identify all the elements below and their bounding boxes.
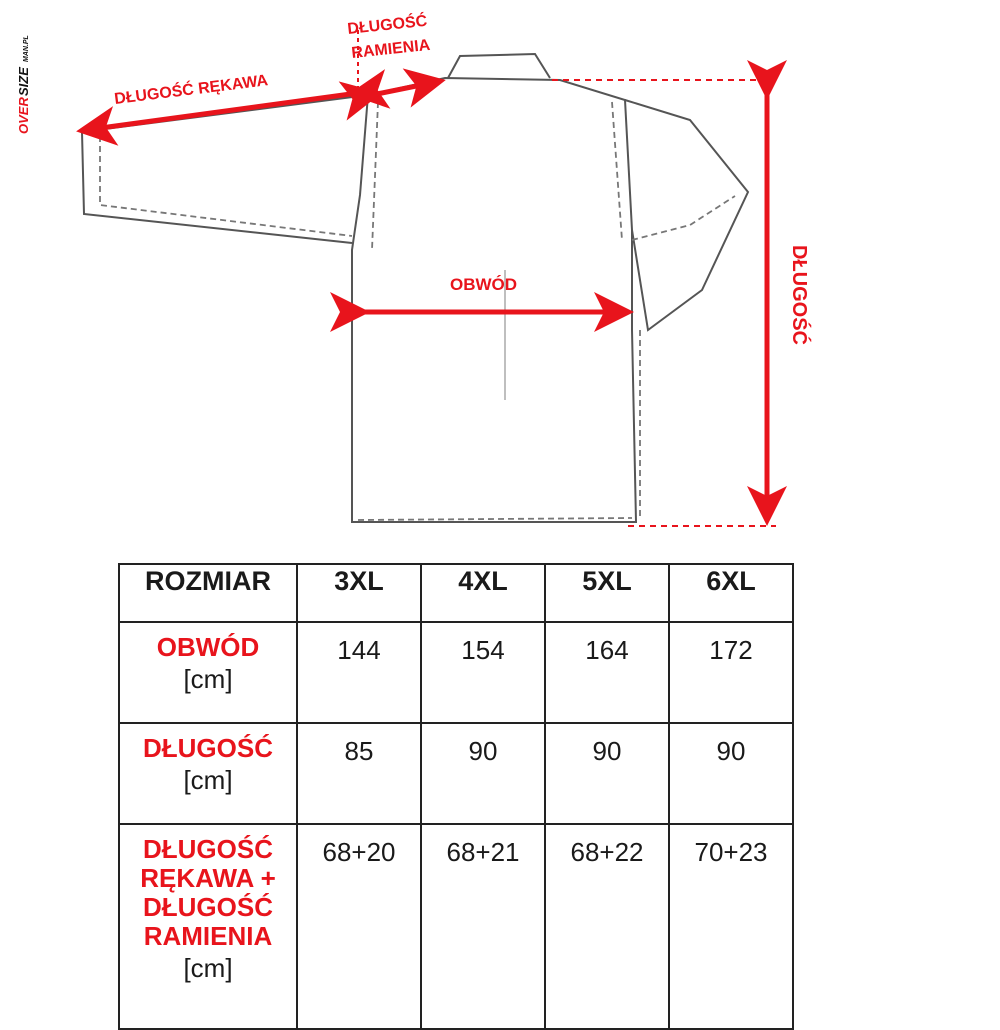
table-cell: 68+20 — [297, 824, 421, 1029]
table-cell: 172 — [669, 622, 793, 723]
header-size-label: ROZMIAR — [119, 564, 297, 622]
sleeve-length-label: DŁUGOŚĆ RĘKAWA — [113, 72, 270, 108]
table-cell: 68+21 — [421, 824, 545, 1029]
table-cell: 85 — [297, 723, 421, 824]
shoulder-length-label-line1: DŁUGOŚĆ — [346, 12, 428, 38]
shirt-body-outline — [352, 78, 636, 522]
table-cell: 68+22 — [545, 824, 669, 1029]
row-label-length — [119, 723, 297, 824]
length-guides — [552, 80, 776, 526]
logo-domain-text: MAN.PL — [23, 35, 30, 62]
row-name: DŁUGOŚĆ RĘKAWA + DŁUGOŚĆ RAMIENIA — [140, 834, 276, 951]
row-name: OBWÓD — [156, 632, 260, 662]
table-header-row — [119, 564, 793, 622]
table-row — [119, 723, 793, 824]
header-size-6xl: 6XL — [669, 564, 793, 622]
row-unit: [cm] — [183, 953, 233, 983]
row-unit: [cm] — [183, 664, 233, 694]
size-table — [118, 563, 794, 1030]
header-size-3xl: 3XL — [297, 564, 421, 622]
row-unit: [cm] — [183, 765, 233, 795]
row-name: DŁUGOŚĆ — [143, 733, 273, 763]
table-cell: 90 — [545, 723, 669, 824]
table-cell: 164 — [545, 622, 669, 723]
right-sleeve-outline — [625, 100, 748, 330]
row-label-circumference — [119, 622, 297, 723]
row-label-sleeve-shoulder — [119, 824, 297, 1029]
measurement-arrows — [86, 82, 767, 516]
table-cell: 154 — [421, 622, 545, 723]
logo-size-text: SIZE — [16, 67, 31, 96]
header-size-5xl: 5XL — [545, 564, 669, 622]
length-label: DŁUGOŚĆ — [788, 245, 810, 345]
shoulder-length-arrow — [372, 82, 436, 95]
shoulder-length-label-line2: RAMIENIA — [350, 36, 432, 62]
shirt-collar-outline — [448, 54, 550, 78]
table-cell: 90 — [421, 723, 545, 824]
table-cell: 70+23 — [669, 824, 793, 1029]
shirt-outline — [82, 54, 748, 522]
table-row — [119, 824, 793, 1029]
table-cell: 144 — [297, 622, 421, 723]
logo-over-text: OVER — [16, 97, 31, 134]
circumference-label: OBWÓD — [450, 275, 518, 294]
table-row — [119, 622, 793, 723]
table-cell: 90 — [669, 723, 793, 824]
header-size-4xl: 4XL — [421, 564, 545, 622]
